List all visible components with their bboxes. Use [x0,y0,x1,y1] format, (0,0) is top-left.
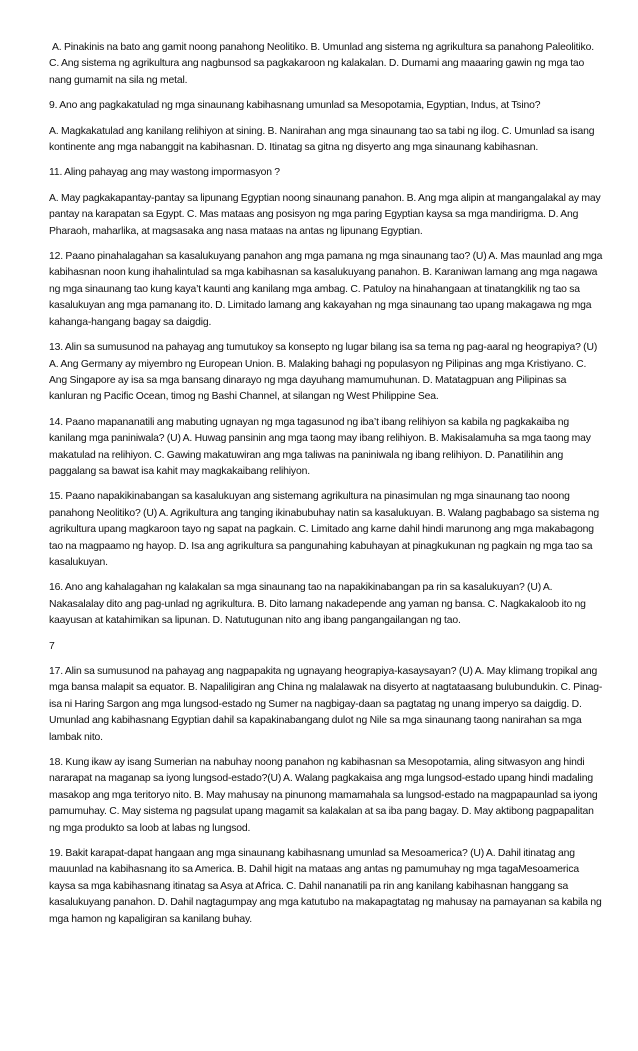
question-15: 15. Paano napakikinabangan sa kasalukuyan ang sistemang agrikultura na pinasimulan ng mga sinaunang tao noong panahong Neolitiko? (U) A. Agrikultura ang tanging ikinabubuhay natin sa kasalukuyan. B. Walang pagbabago sa sistema ng agrikultura upang magkaroon tayo ng sapat na pagkain. C. Limitado ang karne dahil hindi marunong ang mga makabagong tao na magpaamo ng hayop. D. Isa ang agrikultura sa pangunahing kabuhayan at pinagkukunan ng pagkain ng mga tao sa kasalukuyan. [49,491,599,568]
question-9: 9. Ano ang pagkakatulad ng mga sinaunang kabihasnang umunlad sa Mesopotamia, Egyptian, Indus, at Tsino? [49,100,541,112]
paragraph-answers-8: A. Pinakinis na bato ang gamit noong panahong Neolitiko. B. Umunlad ang sistema ng agrikultura sa panahong Paleolitiko. C. Ang sistema ng agrikultura ang nagbunsod sa pagkakaroon ng kalakalan. D. Dumami ang maaaring gawin ng mga tao nang gumamit na sila ng metal. [49,42,594,86]
page-number: 7 [49,640,55,652]
answers-11: A. May pagkakapantay-pantay sa lipunang Egyptian noong sinaunang panahon. B. Ang mga alipin at mangangalakal ay may pantay na karapatan sa Egypt. C. Mas mataas ang posisyon ng mga paring Egyptian kaysa sa mga mandirigma. D. Ang Pharaoh, maharlika, at magsasaka ang nasa mataas na antas ng lipunang Egyptian. [49,192,601,237]
document-page [49,40,605,937]
question-19: 19. Bakit karapat-dapat hangaan ang mga sinaunang kabihasnang umunlad sa Mesoamerica? (U) A. Dahil itinatag ang mauunlad na kabihasnang ito sa America. B. Dahil higit na mataas ang antas ng pamumuhay ng mga tagaMesoamerica kaysa sa mga kabihasnang itinatag sa Asya at Africa. C. Dahil nananatili pa rin ang kanilang kabihasnan hanggang sa kasalukuyang panahon. D. Dahil nagtagumpay ang mga katutubo na makapagtatag ng mahusay na pamayanan sa kabila ng mga hamon ng kapaligiran sa kanilang buhay. [49,848,602,925]
question-17: 17. Alin sa sumusunod na pahayag ang nagpapakita ng ugnayang heograpiya-kasaysayan? (U) A. May klimang tropikal ang mga bansa malapit sa equator. B. Napaliligiran ang China ng malalawak na disyerto at nagtataasang bulubundukin. C. Pinag-isa ni Haring Sargon ang mga lungsod-estado ng Sumer na nagbigay-daan sa pagtatag ng unang imperyo sa daigdig. D. Umunlad ang kabihasnang Egyptian dahil sa kapakinabangang dulot ng Nile sa mga sinaunang taong nanirahan sa mga lambak nito. [49,666,603,743]
question-14: 14. Paano mapananatili ang mabuting ugnayan ng mga tagasunod ng iba’t ibang relihiyon sa kabila ng pagkakaiba ng kanilang mga paniniwala? (U) A. Huwag pansinin ang mga taong may ibang relihiyon. B. Makisalamuha sa mga taong may makatulad na relihiyon. C. Gawing makatuwiran ang mga taliwas na paniniwala ng ibang relihiyon. D. Panatilihin ang paggalang sa bawat isa kahit may magkakaibang relihiyon. [49,416,591,477]
answers-9: A. Magkakatulad ang kanilang relihiyon at sining. B. Nanirahan ang mga sinaunang tao sa tabi ng ilog. C. Umunlad sa isang kontinente ang mga nabanggit na kabihasnan. D. Itinatag sa gitna ng disyerto ang mga sinaunang kabihasnan. [49,125,595,154]
question-18: 18. Kung ikaw ay isang Sumerian na nabuhay noong panahon ng kabihasnan sa Mesopotamia, aling sitwasyon ang hindi nararapat na maganap sa iyong lungsod-estado?(U) A. Walang pagkakaisa ang mga lungsod-estado upang hindi madaling masakop ang mga teritoryo nito. B. May mahusay na pinunong mamamahala sa lungsod-estado na magpapaunlad sa iyong pamumuhay. C. May sistema ng pagsulat upang magamit sa kalakalan at sa iba pang bagay. D. May aktibong pagpapalitan ng mga produkto sa loob at labas ng lungsod. [49,757,598,834]
question-16: 16. Ano ang kahalagahan ng kalakalan sa mga sinaunang tao na napakikinabangan pa rin sa kasalukuyan? (U) A. Nakasalalay dito ang pag-unlad ng agrikultura. B. Dito lamang nakadepende ang yaman ng bansa. C. Nagkakaloob ito ng kaayusan at katahimikan sa lipunan. D. Natutugunan nito ang ibang pangangailangan ng tao. [49,582,586,627]
question-13: 13. Alin sa sumusunod na pahayag ang tumutukoy sa konsepto ng lugar bilang isa sa tema ng pag-aaral ng heograpiya? (U) A. Ang Germany ay miyembro ng European Union. B. Malaking bahagi ng populasyon ng Pilipinas ang mga Kristiyano. C. Ang Singapore ay isa sa mga bansang dinarayo ng mga dayuhang mamumuhunan. D. Matatagpuan ang Pilipinas sa kanluran ng Pacific Ocean, timog ng Bashi Channel, at silangan ng West Philippine Sea. [49,342,598,403]
question-11: 11. Aling pahayag ang may wastong impormasyon ? [49,167,280,179]
question-12: 12. Paano pinahalagahan sa kasalukuyang panahon ang mga pamana ng mga sinaunang tao? (U) A. Mas maunlad ang mga kabihasnan noon kung ihahalintulad sa mga kabihasnan sa kasalukuyang panahon. B. Karaniwan lamang ang mga nagawa ng mga sinaunang tao kung kaya’t kaunti ang kanilang mga ambag. C. Patuloy na hinahangaan at tinatangkilik ng tao sa kasalukuyan ang mga pamanang ito. D. Limitado lamang ang kakayahan ng mga sinaunang tao upang makagawa ng mga kahanga-hangang bagay sa daigdig. [49,251,603,328]
